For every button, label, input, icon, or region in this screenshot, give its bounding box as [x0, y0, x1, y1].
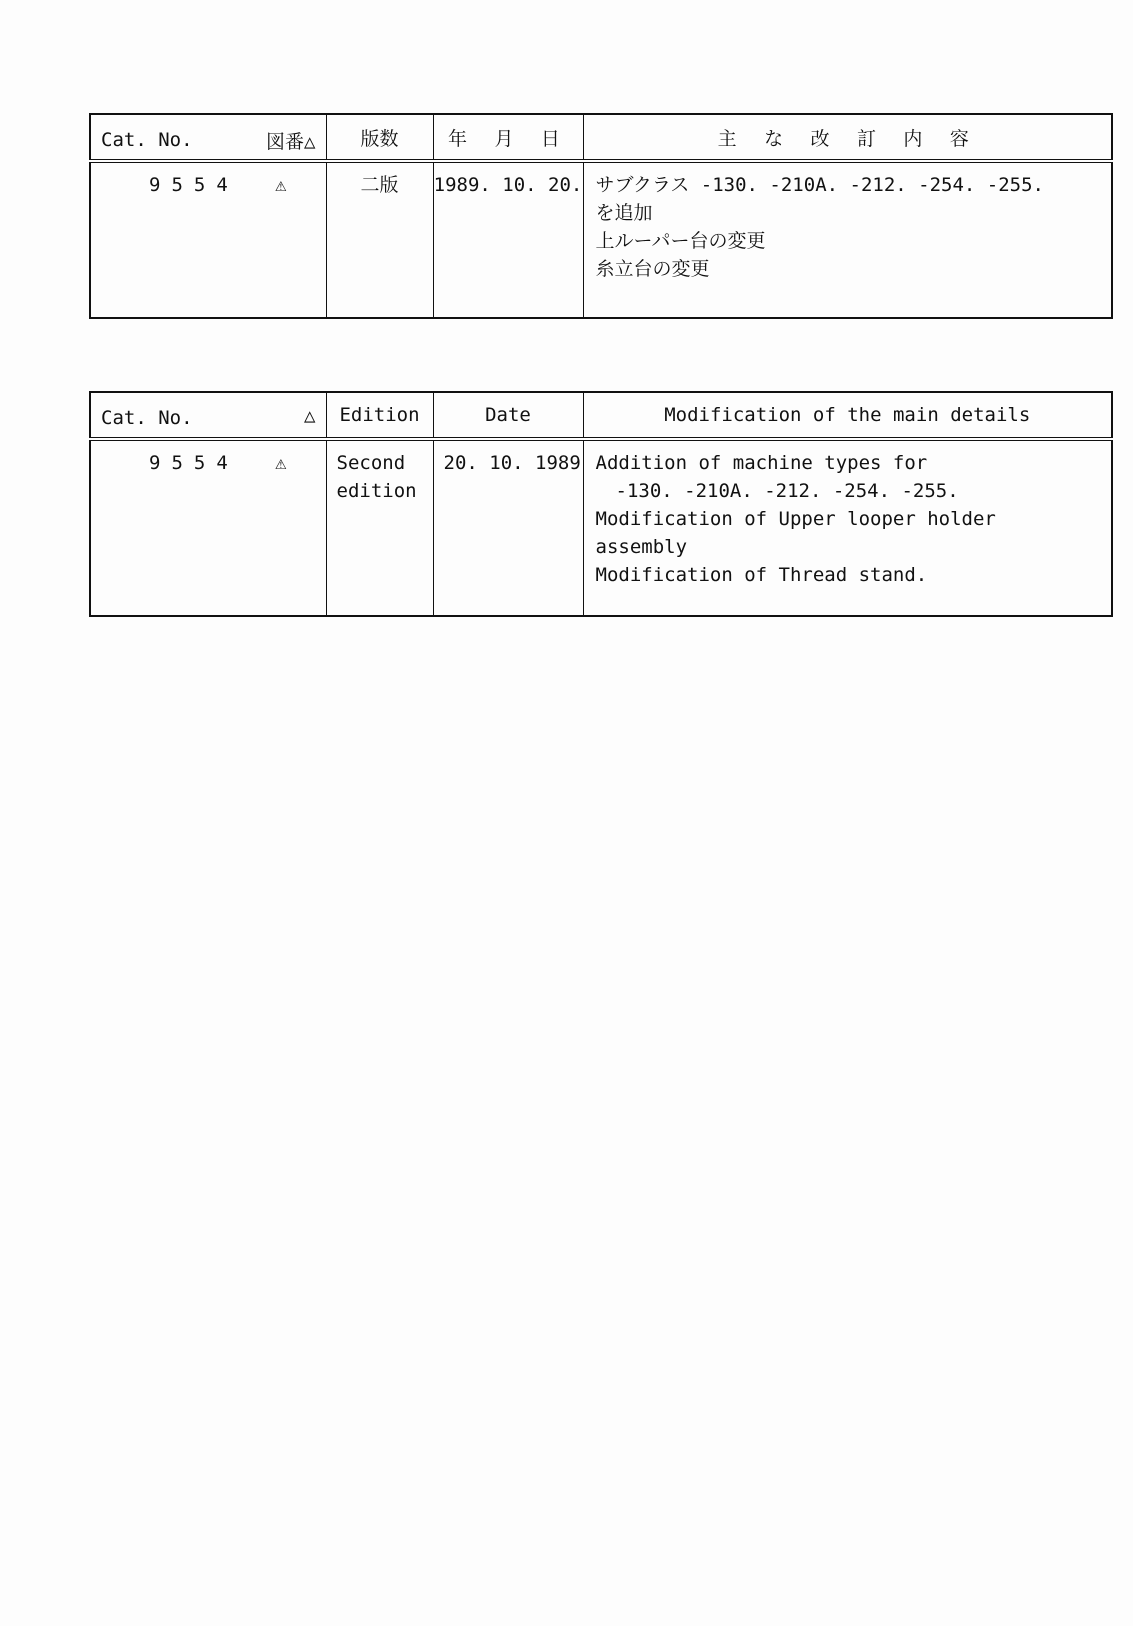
- details-line: -130. -210A. -212. -254. -255.: [615, 480, 959, 502]
- cell-cat-no: [90, 439, 326, 616]
- cat-no-value: 9554: [149, 452, 239, 474]
- triangle-icon: △: [304, 405, 316, 427]
- edition-line: edition: [336, 480, 417, 502]
- header-edition: Edition: [326, 392, 433, 439]
- figure-no-label: 図番△: [266, 131, 316, 153]
- details-line: Modification of Thread stand.: [595, 564, 928, 586]
- header-date: Date: [433, 392, 583, 439]
- header-edition: 版数: [326, 114, 433, 161]
- header-details: Modification of the main details: [583, 392, 1112, 439]
- cell-cat-no: [90, 161, 326, 318]
- table-row: [90, 161, 1112, 318]
- revision-mark-icon: ⚠: [275, 174, 287, 196]
- table-row: [90, 439, 1112, 616]
- details-line: 糸立台の変更: [595, 258, 710, 280]
- header-cat-no: [90, 392, 326, 439]
- cell-details: [583, 161, 1112, 318]
- cat-no-label: Cat. No.: [101, 129, 193, 151]
- cell-details: [583, 439, 1112, 616]
- header-date: 年 月 日: [433, 114, 583, 161]
- details-line: サブクラス -130. -210A. -212. -254. -255.: [595, 174, 1044, 196]
- cat-no-label: Cat. No.: [101, 407, 193, 429]
- revision-table-japanese: [89, 113, 1113, 319]
- details-line: を追加: [595, 202, 653, 224]
- header-cat-no: [90, 114, 326, 161]
- cat-no-value: 9554: [149, 174, 239, 196]
- edition-line: Second: [336, 452, 406, 474]
- cell-date: 20. 10. 1989: [433, 439, 583, 616]
- header-details: 主 な 改 訂 内 容: [583, 114, 1112, 161]
- cell-date: 1989. 10. 20.: [433, 161, 583, 318]
- header-row: [90, 392, 1112, 439]
- cell-edition: 二版: [326, 161, 433, 318]
- details-line: Addition of machine types for: [595, 452, 928, 474]
- cell-edition: [326, 439, 433, 616]
- header-row: [90, 114, 1112, 161]
- details-line: 上ルーパー台の変更: [595, 230, 766, 252]
- details-line: assembly: [595, 536, 688, 558]
- revision-mark-icon: ⚠: [275, 452, 287, 474]
- details-line: Modification of Upper looper holder: [595, 508, 996, 530]
- revision-table-english: [89, 391, 1113, 617]
